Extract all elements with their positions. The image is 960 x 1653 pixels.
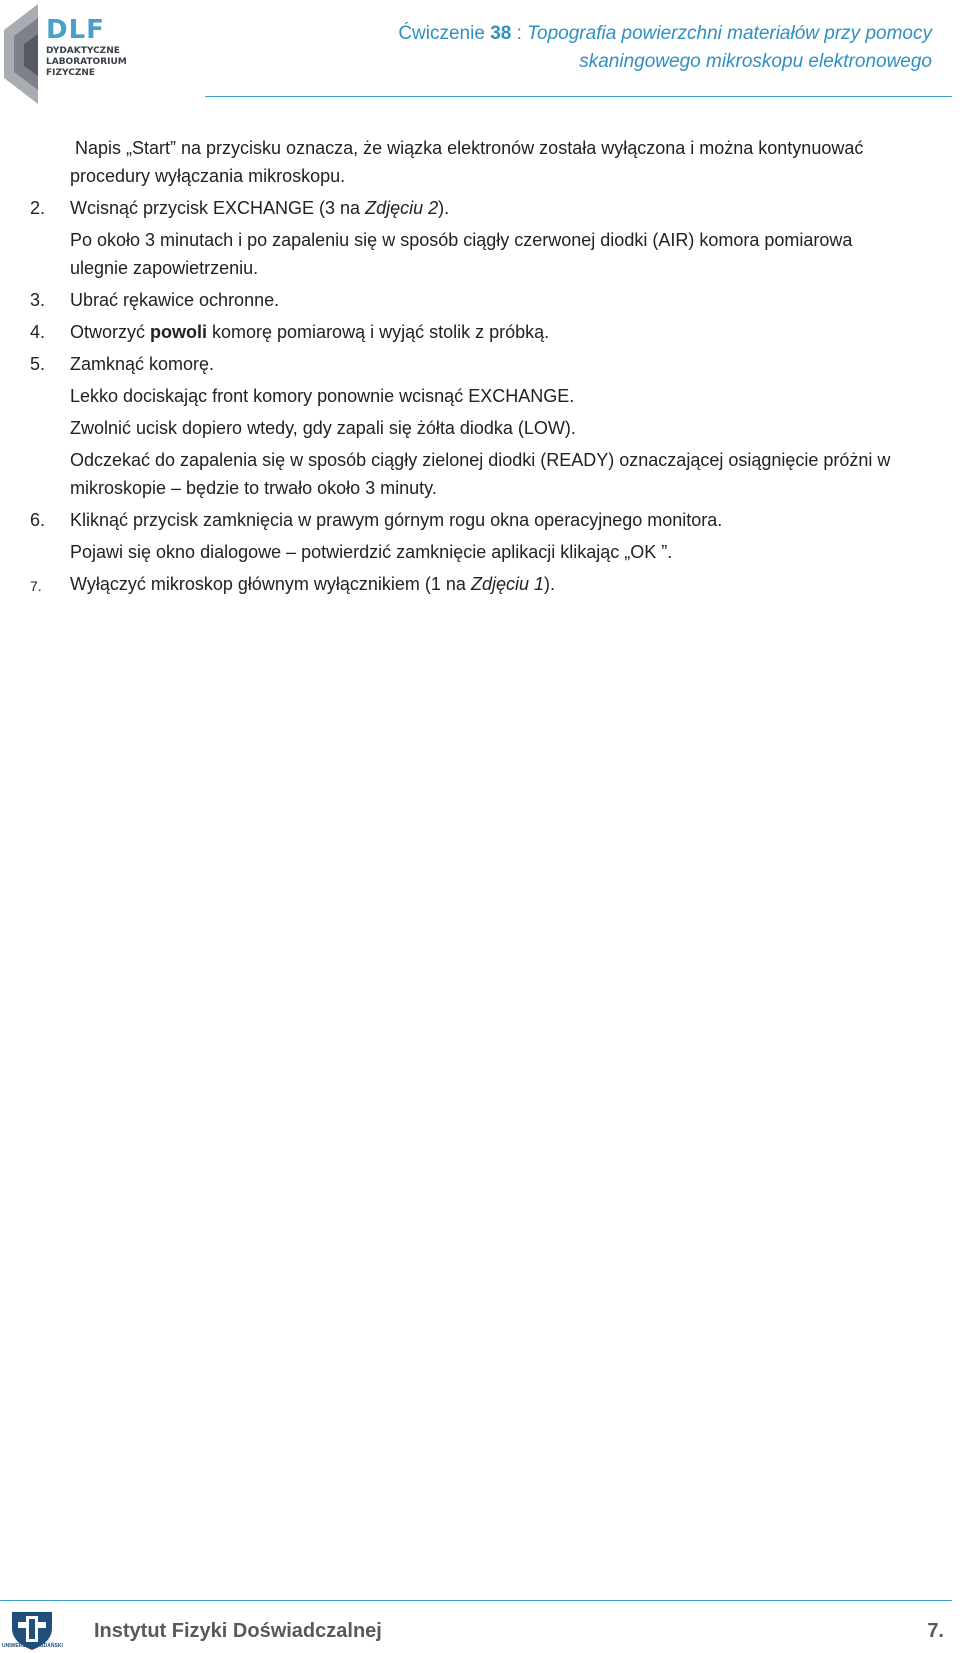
- step-4: [30, 318, 910, 346]
- title-line-1: Topografia powierzchni materiałów przy pomocy: [527, 23, 932, 44]
- step-number: 2.: [30, 198, 46, 218]
- exercise-title: [292, 20, 932, 76]
- university-logo-caption: UNIWERSYTET GDAŃSKI: [2, 1643, 63, 1649]
- intro-paragraph: Napis „Start” na przycisku oznacza, że wiązka elektronów została wyłączona i można kontynuować procedury wyłączania mikroskopu.: [70, 138, 864, 186]
- step-5-note-3: Odczekać do zapalenia się w sposób ciągły zielonej diodki (READY) oznaczającej osiągnięcie próżni w mikroskopie – będzie to trwało około 3 minuty.: [70, 450, 891, 498]
- step-text: Kliknąć przycisk zamknięcia w prawym górnym rogu okna operacyjnego monitora.: [70, 510, 723, 530]
- document-body: [30, 130, 910, 604]
- institute-name: Instytut Fizyki Doświadczalnej: [94, 1620, 382, 1642]
- page-number: 7.: [927, 1620, 944, 1642]
- logo-subtitle: DYDAKTYCZNE LABORATORIUM FIZYCZNE: [46, 46, 127, 78]
- step-number: 5.: [30, 354, 46, 374]
- title-prefix: Ćwiczenie: [398, 23, 491, 44]
- step-text: Ubrać rękawice ochronne.: [70, 290, 280, 310]
- step-2-note: Po około 3 minutach i po zapaleniu się w sposób ciągły czerwonej diodki (AIR) komora pomiarowa ulegnie zapowietrzeniu.: [70, 230, 853, 278]
- step-6-note: Pojawi się okno dialogowe – potwierdzić zamknięcie aplikacji klikając „OK ”.: [70, 542, 673, 562]
- step-number: 3.: [30, 290, 46, 310]
- footer-divider: [0, 1600, 952, 1601]
- exercise-number: 38: [490, 23, 512, 44]
- step-number: 6.: [30, 510, 46, 530]
- step-3: [30, 286, 910, 314]
- step-5: [30, 350, 910, 378]
- logo-name: DLF: [46, 15, 105, 45]
- step-text: Otworzyć powoli komorę pomiarową i wyjąć stolik z próbką.: [70, 322, 550, 342]
- title-line-2: skaningowego mikroskopu elektronowego: [579, 51, 932, 72]
- step-5-note-1: Lekko dociskając front komory ponownie wcisnąć EXCHANGE.: [70, 386, 575, 406]
- step-number: 7.: [30, 578, 42, 594]
- step-7: [30, 570, 910, 600]
- header-divider: [205, 96, 952, 97]
- step-text: Wyłączyć mikroskop głównym wyłącznikiem (1 na Zdjęciu 1).: [70, 574, 555, 594]
- dlf-logo: [46, 15, 127, 79]
- step-5-note-2: Zwolnić ucisk dopiero wtedy, gdy zapali się żółta diodka (LOW).: [70, 418, 576, 438]
- step-text: Wcisnąć przycisk EXCHANGE (3 na Zdjęciu 2).: [70, 198, 450, 218]
- step-number: 4.: [30, 322, 46, 342]
- step-6: [30, 506, 910, 534]
- title-separator: :: [511, 23, 528, 44]
- step-text: Zamknąć komorę.: [70, 354, 215, 374]
- step-2: [30, 194, 910, 222]
